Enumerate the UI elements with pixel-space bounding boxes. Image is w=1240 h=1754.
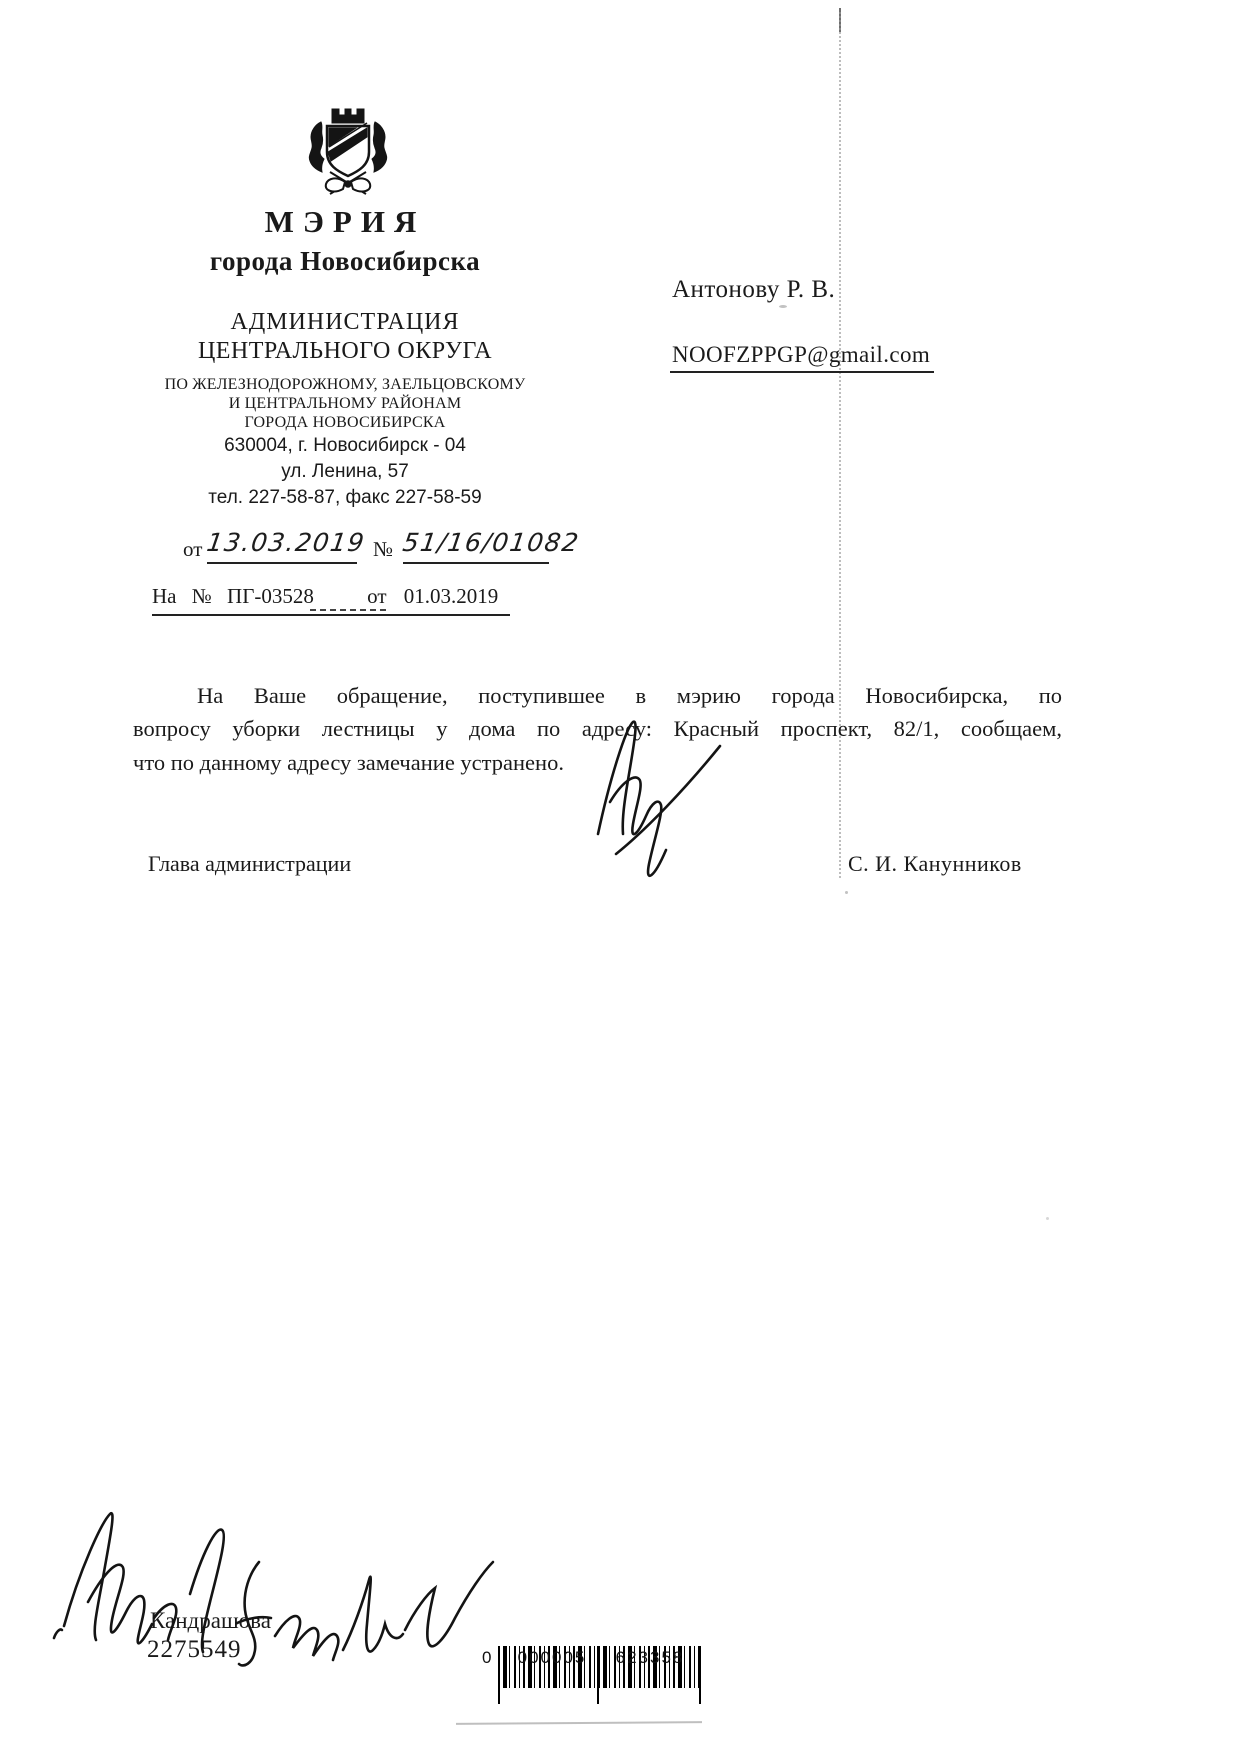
phone-fax-line: тел. 227-58-87, факс 227-58-59: [208, 487, 482, 508]
barcode-guard-bar: [699, 1646, 701, 1704]
outgoing-number-handwritten: 51/16/01082: [400, 528, 582, 557]
body-line-1: На Ваше обращение, поступившее в мэрию города Новосибирска, по: [197, 683, 1062, 708]
outgoing-number-line: [400, 528, 582, 564]
outgoing-number-sign: №: [373, 537, 394, 561]
outgoing-date-handwritten: 13.03.2019: [204, 528, 368, 557]
department-line2: ЦЕНТРАЛЬНОГО ОКРУГА: [197, 338, 493, 364]
signer-name: С. И. Канунников: [848, 851, 1022, 876]
org-name-line1: МЭРИЯ: [264, 204, 426, 239]
barcode-digit-row: [498, 1688, 703, 1710]
reply-reference-row: [152, 584, 510, 616]
signer-title: Глава администрации: [148, 851, 352, 876]
recipient-name: Антонову Р. В.: [672, 276, 836, 303]
recipient-email: NOOFZPPGP@gmail.com: [670, 342, 934, 373]
barcode-digits-group1: 000005: [517, 1648, 587, 1667]
outgoing-date-line: [204, 528, 368, 564]
reply-date: 01.03.2019: [403, 584, 499, 608]
barcode-digit-prefix: 0: [482, 1648, 492, 1667]
districts-line3: ГОРОДА НОВОСИБИРСКА: [244, 414, 446, 431]
scan-line-artifact: [456, 1721, 702, 1725]
scan-speck: [1046, 1217, 1049, 1220]
executor-phone: 2275549: [147, 1636, 242, 1663]
districts-line2: И ЦЕНТРАЛЬНОМУ РАЙОНАМ: [228, 395, 462, 412]
barcode: [482, 1646, 703, 1708]
reply-label: На №: [152, 584, 212, 608]
barcode-guard-bar: [597, 1646, 599, 1704]
coat-of-arms-emblem: [296, 106, 400, 200]
body-line-3: что по данному адресу замечание устранено.: [133, 750, 564, 775]
signature-kanunnikov: [588, 712, 733, 892]
scan-speck: [845, 891, 848, 894]
reply-number: ПГ-03528: [227, 584, 314, 608]
vertical-fold-line: [839, 12, 841, 878]
executor-signature-right: [235, 1540, 495, 1690]
barcode-digits-group2: 623358: [615, 1648, 685, 1667]
executor-name: Кандрашова: [150, 1608, 271, 1633]
ruled-dashes: [310, 609, 386, 611]
body-line-2: вопросу уборки лестницы у дома по адресу: Красный проспект, 82/1, сообщаем,: [133, 716, 1062, 741]
reply-date-label: от: [367, 584, 387, 608]
outgoing-from-label: от: [183, 537, 203, 561]
postal-address: 630004, г. Новосибирск - 04: [224, 435, 466, 456]
org-name-line2: города Новосибирска: [209, 246, 481, 276]
districts-line1: ПО ЖЕЛЕЗНОДОРОЖНОМУ, ЗАЕЛЬЦОВСКОМУ: [164, 376, 526, 393]
street-address: ул. Ленина, 57: [281, 461, 409, 482]
department-line1: АДМИНИСТРАЦИЯ: [230, 309, 460, 335]
scan-speck: [779, 305, 787, 308]
barcode-guard-bar: [498, 1646, 500, 1704]
